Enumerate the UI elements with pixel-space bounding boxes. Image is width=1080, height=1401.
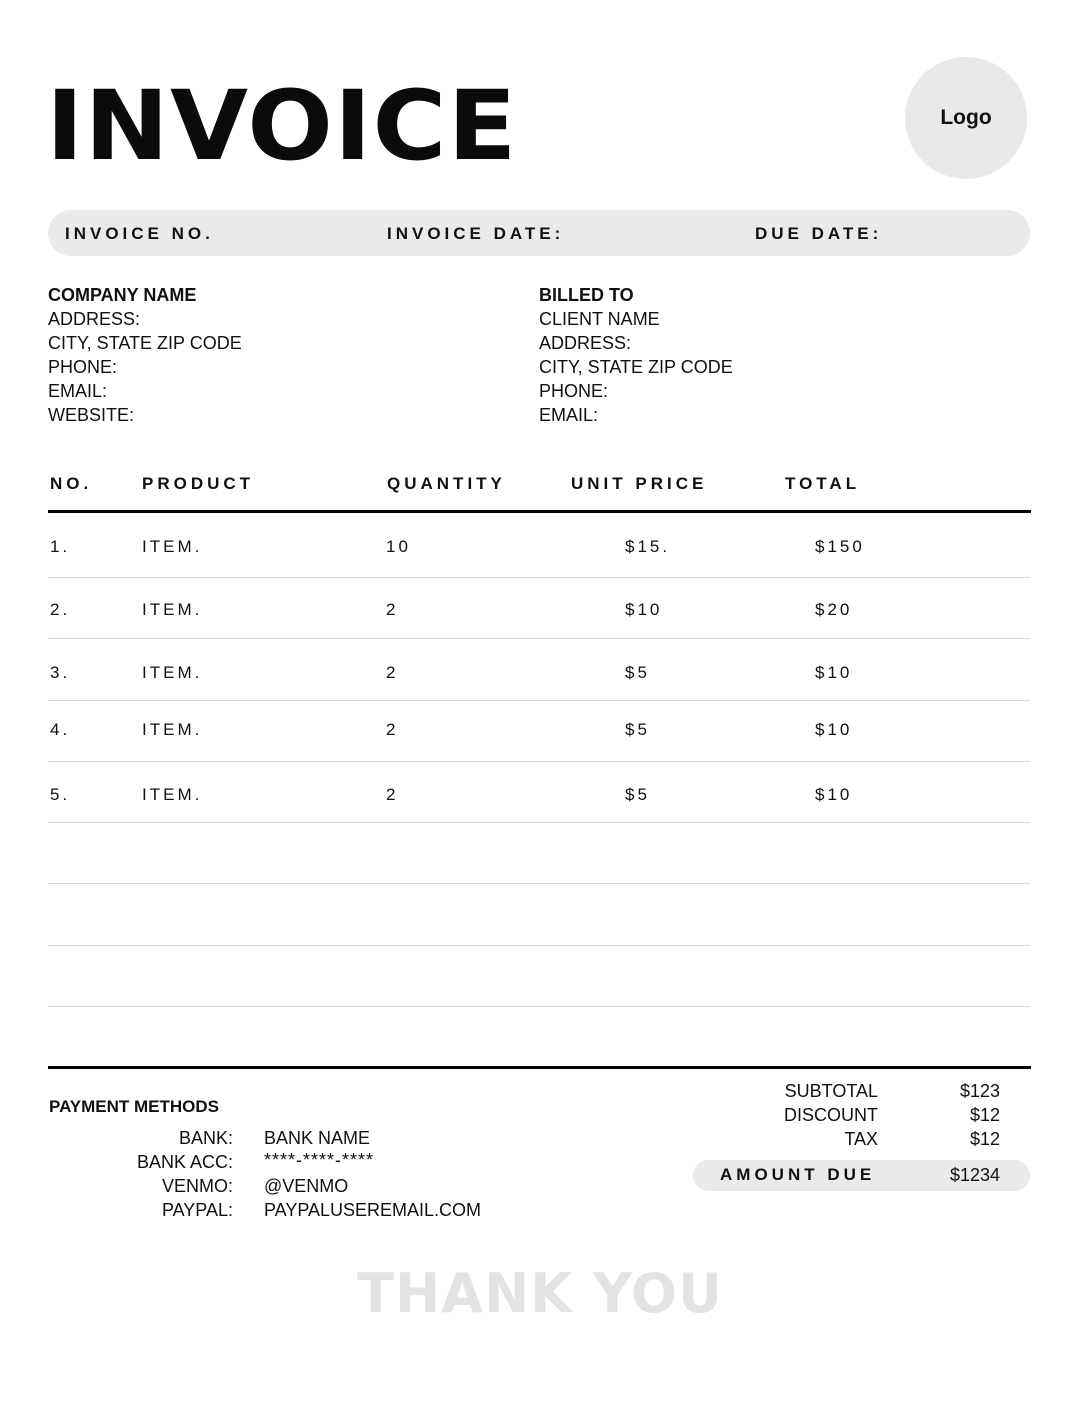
company-name: COMPANY NAME — [48, 285, 197, 305]
row-divider — [48, 761, 1030, 762]
company-info — [48, 283, 242, 427]
row-3-product: ITEM. — [142, 663, 203, 682]
row-divider — [48, 883, 1030, 884]
tax-value: $12 — [969, 1129, 1000, 1149]
row-3-unit-price: $5 — [625, 663, 650, 682]
payment-key-bank: BANK: — [178, 1128, 233, 1148]
row-5-product: ITEM. — [142, 785, 203, 804]
subtotal-value: $123 — [959, 1081, 1000, 1101]
row-4-quantity: 2 — [386, 720, 399, 739]
row-4-product: ITEM. — [142, 720, 203, 739]
row-5-quantity: 2 — [386, 785, 399, 804]
company-line: PHONE: — [48, 357, 118, 377]
payment-value-paypal: PAYPALUSEREMAIL.COM — [264, 1200, 482, 1220]
discount-label: DISCOUNT — [784, 1105, 878, 1125]
payment-key-venmo: VENMO: — [161, 1176, 233, 1196]
thank-you-text: THANK YOU — [357, 1262, 723, 1325]
payment-value-bank: BANK NAME — [264, 1128, 371, 1148]
column-header-unit-price: UNIT PRICE — [571, 474, 708, 493]
billed-to-info — [539, 283, 733, 427]
subtotal-label: SUBTOTAL — [784, 1081, 878, 1101]
company-line: CITY, STATE ZIP CODE — [48, 333, 242, 353]
row-2-product: ITEM. — [142, 600, 203, 619]
row-3-total: $10 — [815, 663, 853, 682]
amount-due-value: $1234 — [949, 1165, 1000, 1185]
row-4-total: $10 — [815, 720, 853, 739]
row-divider — [48, 822, 1030, 823]
company-line: ADDRESS: — [48, 309, 141, 329]
tax-label: TAX — [844, 1129, 878, 1149]
logo-label: Logo — [940, 106, 992, 129]
payment-value-venmo: @VENMO — [264, 1176, 349, 1196]
company-line: WEBSITE: — [48, 405, 135, 425]
row-2-unit-price: $10 — [625, 600, 663, 619]
client-line: EMAIL: — [539, 405, 599, 425]
row-divider — [48, 577, 1030, 578]
client-line: CLIENT NAME — [539, 309, 660, 329]
row-5-total: $10 — [815, 785, 853, 804]
column-header-no: NO. — [50, 474, 93, 493]
client-line: PHONE: — [539, 381, 609, 401]
column-header-quantity: QUANTITY — [387, 474, 506, 493]
row-4-unit-price: $5 — [625, 720, 650, 739]
row-2-total: $20 — [815, 600, 853, 619]
column-header-product: PRODUCT — [142, 474, 255, 493]
client-line: ADDRESS: — [539, 333, 632, 353]
row-1-total: $150 — [815, 537, 865, 556]
row-1-unit-price: $15. — [625, 537, 671, 556]
row-1-product: ITEM. — [142, 537, 203, 556]
client-line: CITY, STATE ZIP CODE — [539, 357, 733, 377]
discount-value: $12 — [969, 1105, 1000, 1125]
row-4-no: 4. — [50, 720, 71, 739]
row-divider — [48, 638, 1030, 639]
invoice-title: INVOICE — [46, 70, 518, 182]
row-1-no: 1. — [50, 537, 71, 556]
table-bottom-rule — [48, 1066, 1031, 1069]
row-3-quantity: 2 — [386, 663, 399, 682]
due-date-label: DUE DATE: — [755, 224, 883, 243]
row-divider — [48, 1006, 1030, 1007]
row-divider — [48, 945, 1030, 946]
invoice-number-label: INVOICE NO. — [65, 224, 214, 243]
payment-methods-title: PAYMENT METHODS — [49, 1097, 220, 1116]
row-5-no: 5. — [50, 785, 71, 804]
table-top-rule — [48, 510, 1031, 513]
payment-key-paypal: PAYPAL: — [161, 1200, 233, 1220]
row-divider — [48, 700, 1030, 701]
payment-value-bank-acc: ****-****-**** — [264, 1150, 375, 1170]
logo-placeholder — [905, 57, 1027, 179]
row-3-no: 3. — [50, 663, 71, 682]
row-1-quantity: 10 — [386, 537, 411, 556]
row-2-quantity: 2 — [386, 600, 399, 619]
invoice-date-label: INVOICE DATE: — [387, 224, 565, 243]
amount-due-label: AMOUNT DUE — [720, 1165, 876, 1184]
payment-key-bank-acc: BANK ACC: — [136, 1152, 233, 1172]
company-line: EMAIL: — [48, 381, 108, 401]
billed-to-heading: BILLED TO — [539, 285, 634, 305]
row-5-unit-price: $5 — [625, 785, 650, 804]
column-header-total: TOTAL — [785, 474, 861, 493]
row-2-no: 2. — [50, 600, 71, 619]
